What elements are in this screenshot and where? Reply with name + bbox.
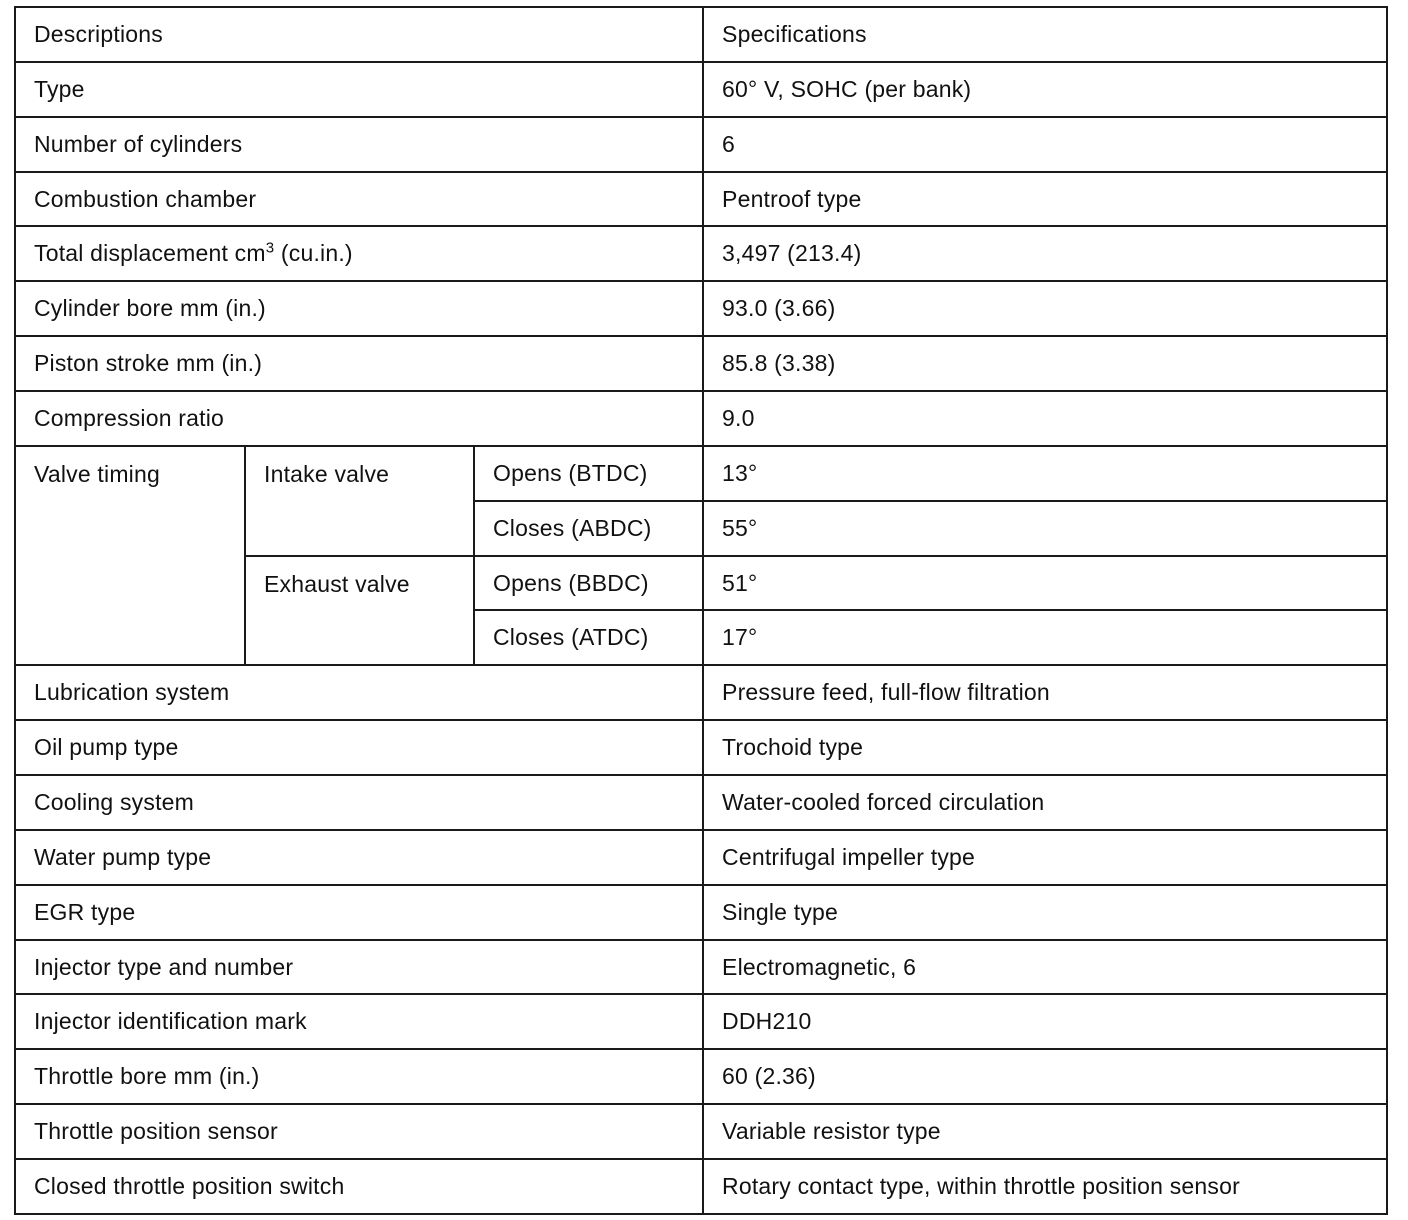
row-value: 3,497 (213.4) [703, 226, 1387, 281]
row-label: EGR type [15, 885, 703, 940]
table-row [15, 62, 1387, 117]
row-value: Water-cooled forced circulation [703, 775, 1387, 830]
row-value: Single type [703, 885, 1387, 940]
table-row [15, 1159, 1387, 1214]
row-label: Throttle bore mm (in.) [15, 1049, 703, 1104]
intake-valve-label: Intake valve [245, 446, 474, 556]
row-value: Electromagnetic, 6 [703, 940, 1387, 995]
spec-table-body [15, 7, 1387, 1214]
table-row [15, 446, 1387, 501]
row-label: Cylinder bore mm (in.) [15, 281, 703, 336]
row-value: DDH210 [703, 994, 1387, 1049]
displacement-label-text: Total displacement cm [34, 240, 266, 267]
engine-spec-table [14, 6, 1388, 1215]
row-label: Compression ratio [15, 391, 703, 446]
row-label: Injector type and number [15, 940, 703, 995]
row-label: Number of cylinders [15, 117, 703, 172]
table-row [15, 940, 1387, 995]
table-row [15, 336, 1387, 391]
row-label: Combustion chamber [15, 172, 703, 227]
table-row [15, 1049, 1387, 1104]
exhaust-opens-label: Opens (BBDC) [474, 556, 703, 611]
row-value: 6 [703, 117, 1387, 172]
table-row [15, 226, 1387, 281]
row-label: Lubrication system [15, 665, 703, 720]
table-row [15, 775, 1387, 830]
table-row [15, 1104, 1387, 1159]
intake-closes-value: 55° [703, 501, 1387, 556]
descriptions-header: Descriptions [15, 7, 703, 62]
exhaust-opens-value: 51° [703, 556, 1387, 611]
row-value: Pentroof type [703, 172, 1387, 227]
row-value: Variable resistor type [703, 1104, 1387, 1159]
row-label: Closed throttle position switch [15, 1159, 703, 1214]
row-value: 60° V, SOHC (per bank) [703, 62, 1387, 117]
table-row [15, 172, 1387, 227]
displacement-label-superscript: 3 [265, 239, 275, 257]
row-value: 9.0 [703, 391, 1387, 446]
table-row [15, 281, 1387, 336]
table-row [15, 665, 1387, 720]
intake-opens-label: Opens (BTDC) [474, 446, 703, 501]
row-label: Cooling system [15, 775, 703, 830]
row-value: Pressure feed, full-flow filtration [703, 665, 1387, 720]
valve-timing-label: Valve timing [15, 446, 245, 665]
table-row [15, 994, 1387, 1049]
row-value: 60 (2.36) [703, 1049, 1387, 1104]
intake-opens-value: 13° [703, 446, 1387, 501]
table-row [15, 830, 1387, 885]
table-row [15, 391, 1387, 446]
intake-closes-label: Closes (ABDC) [474, 501, 703, 556]
exhaust-closes-value: 17° [703, 610, 1387, 665]
row-value: Trochoid type [703, 720, 1387, 775]
table-row [15, 117, 1387, 172]
row-value: Centrifugal impeller type [703, 830, 1387, 885]
row-label: Type [15, 62, 703, 117]
row-value: 93.0 (3.66) [703, 281, 1387, 336]
row-value: 85.8 (3.38) [703, 336, 1387, 391]
row-label [15, 226, 703, 281]
row-label: Oil pump type [15, 720, 703, 775]
exhaust-valve-label: Exhaust valve [245, 556, 474, 666]
displacement-label-unit: (cu.in.) [274, 240, 353, 267]
row-label: Water pump type [15, 830, 703, 885]
row-label: Throttle position sensor [15, 1104, 703, 1159]
header-row [15, 7, 1387, 62]
row-label: Injector identification mark [15, 994, 703, 1049]
exhaust-closes-label: Closes (ATDC) [474, 610, 703, 665]
row-value: Rotary contact type, within throttle position sensor [703, 1159, 1387, 1214]
table-row [15, 720, 1387, 775]
row-label: Piston stroke mm (in.) [15, 336, 703, 391]
specifications-header: Specifications [703, 7, 1387, 62]
table-row [15, 885, 1387, 940]
